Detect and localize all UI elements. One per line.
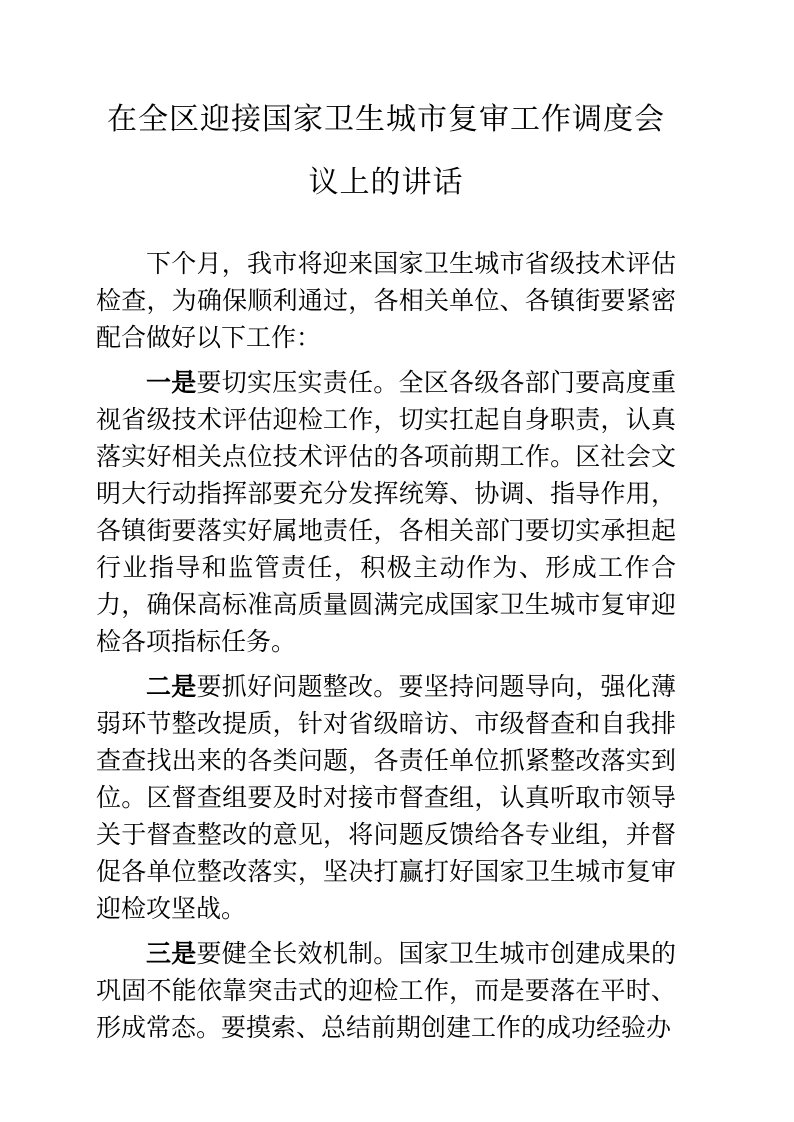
document-title — [96, 88, 676, 214]
paragraph — [96, 365, 676, 661]
paragraph-text: 要抓好问题整改。要坚持问题导向，强化薄弱环节整改提质，针对省级暗访、市级督查和自我排查查找出来的各类问题，各责任单位抓紧整改落实到位。区督查组要及时对接市督查组，认真听取市领导关于督查整改的意见，将问题反馈给各专业组，并督促各单位整改落实，坚决打赢打好国家卫生城市复审迎检攻坚战。 — [96, 674, 676, 923]
paragraph — [96, 246, 676, 357]
paragraph-text: 要健全长效机制。国家卫生城市创建成果的巩固不能依靠突击式的迎检工作，而是要落在平时、形成常态。要摸索、总结前期创建工作的成功经验办 — [96, 941, 676, 1042]
paragraph-lead: 二是 — [146, 673, 197, 701]
paragraph-text: 要切实压实责任。全区各级各部门要高度重视省级技术评估迎检工作，切实扛起自身职责，认真落实好相关点位技术评估的各项前期工作。区社会文明大行动指挥部要充分发挥统筹、协调、指导作用，各镇街要落实好属地责任，各相关部门要切实承担起行业指导和监管责任，积极主动作为、形成工作合力，确保高标准高质量圆满完成国家卫生城市复审迎检各项指标任务。 — [96, 370, 676, 656]
paragraph-lead: 三是 — [146, 940, 197, 968]
paragraph-text: 下个月，我市将迎来国家卫生城市省级技术评估检查，为确保顺利通过，各相关单位、各镇街要紧密配合做好以下工作： — [96, 251, 676, 352]
title-line: 在全区迎接国家卫生城市复审工作调度会 — [107, 103, 665, 136]
paragraph-lead: 一是 — [146, 369, 197, 397]
paragraph — [96, 936, 676, 1047]
title-line: 议上的讲话 — [308, 166, 464, 199]
document-body — [96, 246, 676, 1047]
paragraph — [96, 669, 676, 928]
